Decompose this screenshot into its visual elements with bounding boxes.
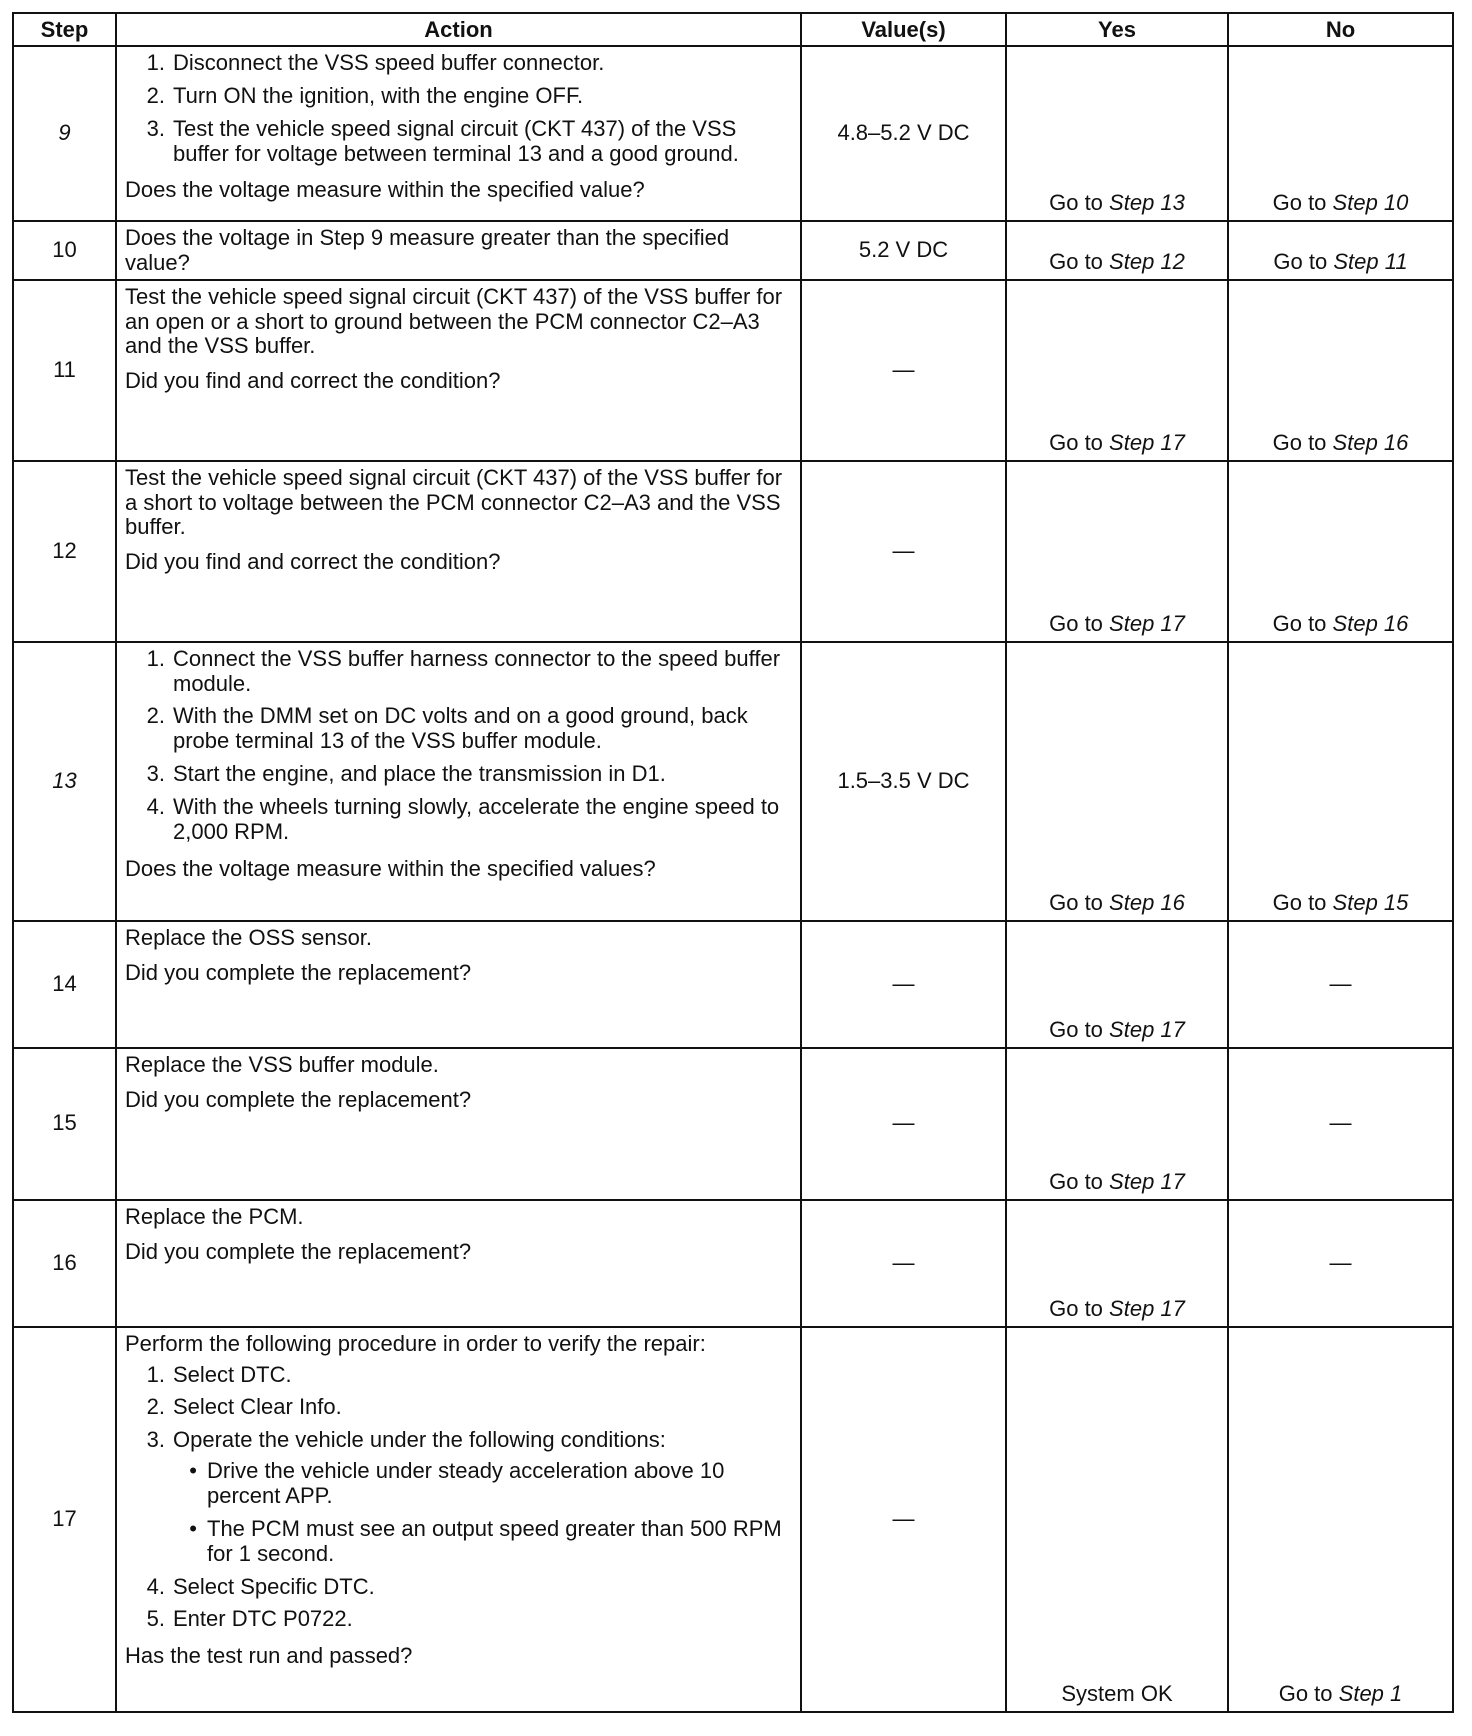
bullet-item: [125, 1517, 788, 1567]
yes-prefix: Go to: [1049, 190, 1103, 216]
no-cell: [1228, 1327, 1453, 1712]
value-cell: —: [801, 1048, 1006, 1200]
step-number: 16: [13, 1200, 116, 1327]
header-step: Step: [13, 13, 116, 46]
no-cell: [1228, 46, 1453, 221]
substep-number: 2.: [146, 1394, 165, 1420]
question-text: Has the test run and passed?: [125, 1643, 413, 1669]
no-cell: [1228, 221, 1453, 280]
table-row: [13, 46, 1453, 221]
value-cell: 1.5–3.5 V DC: [801, 642, 1006, 921]
yes-cell: [1006, 46, 1228, 221]
table-row: [13, 921, 1453, 1048]
action-cell: [116, 46, 801, 221]
value-cell: 5.2 V DC: [801, 221, 1006, 280]
question-text: Did you find and correct the condition?: [125, 368, 501, 394]
substep: [125, 1607, 788, 1632]
table-row: [13, 280, 1453, 461]
yes-prefix: Go to: [1049, 1295, 1103, 1321]
action-cell: [116, 221, 801, 280]
bullet-icon: •: [189, 1458, 197, 1484]
yes-cell: [1006, 461, 1228, 642]
value-cell: —: [801, 1327, 1006, 1712]
yes-prefix: Go to: [1049, 429, 1103, 455]
action-text: Test the vehicle speed signal circuit (CKT 437) of the VSS buffer for a short to voltage between the PCM connector C2–A3 and the VSS buffer.: [125, 464, 783, 540]
substep-text: Connect the VSS buffer harness connector to the speed buffer module.: [173, 645, 781, 696]
substep-text: With the DMM set on DC volts and on a good ground, back probe terminal 13 of the VSS buffer module.: [173, 703, 748, 754]
diagnostic-steps-table: [12, 12, 1454, 1713]
question-text: Did you complete the replacement?: [125, 1086, 472, 1112]
no-prefix: Go to: [1272, 190, 1327, 216]
no-prefix: Go to: [1272, 889, 1327, 915]
question-text: Did you find and correct the condition?: [125, 549, 501, 575]
substep-number: 2.: [146, 82, 165, 108]
step-number: 9: [13, 46, 116, 221]
substep-text: Test the vehicle speed signal circuit (CKT 437) of the VSS buffer for voltage between terminal 13 and a good ground.: [173, 115, 739, 166]
no-prefix: Go to: [1278, 1680, 1333, 1706]
no-step-ref: Step 16: [1332, 429, 1409, 455]
header-row: [13, 13, 1453, 46]
yes-step-ref: Step 13: [1109, 190, 1185, 216]
substep-text: Start the engine, and place the transmission in D1.: [173, 761, 666, 787]
step-number: 13: [13, 642, 116, 921]
table-row: [13, 221, 1453, 280]
action-cell: [116, 921, 801, 1048]
header-values: Value(s): [801, 13, 1006, 46]
question-text: Did you complete the replacement?: [125, 1238, 472, 1264]
action-cell: [116, 280, 801, 461]
yes-step-ref: Step 12: [1109, 248, 1185, 274]
yes-cell: [1006, 280, 1228, 461]
yes-step-ref: Step 17: [1109, 429, 1185, 455]
substep-number: 1.: [146, 1361, 165, 1387]
step-number: 14: [13, 921, 116, 1048]
substep: [125, 762, 788, 787]
action-cell: [116, 1200, 801, 1327]
substep: [125, 647, 788, 697]
table-row: [13, 642, 1453, 921]
no-step-ref: Step 10: [1332, 190, 1409, 216]
substep-text: Disconnect the VSS speed buffer connector.: [173, 50, 605, 75]
substep-text: Select Specific DTC.: [173, 1573, 375, 1599]
step-number: 12: [13, 461, 116, 642]
action-cell: [116, 461, 801, 642]
yes-cell: [1006, 221, 1228, 280]
no-prefix: Go to: [1272, 429, 1327, 455]
yes-step-ref: Step 17: [1109, 1295, 1185, 1321]
yes-cell: [1006, 1048, 1228, 1200]
yes-cell: [1006, 921, 1228, 1048]
substep-text: Enter DTC P0722.: [173, 1606, 353, 1632]
value-cell: —: [801, 280, 1006, 461]
yes-prefix: Go to: [1049, 610, 1103, 636]
substep-number: 4.: [146, 1573, 165, 1599]
no-step-ref: Step 16: [1332, 610, 1409, 636]
no-cell: [1228, 461, 1453, 642]
substep-text: Select DTC.: [173, 1361, 292, 1387]
action-cell: [116, 1048, 801, 1200]
substep-number: 3.: [146, 761, 165, 787]
substep-number: 5.: [146, 1606, 165, 1632]
substep-number: 4.: [146, 794, 165, 820]
yes-cell: [1006, 642, 1228, 921]
no-cell: [1228, 642, 1453, 921]
substep: [125, 1395, 788, 1420]
no-prefix: Go to: [1273, 248, 1328, 274]
yes-step-ref: Step 17: [1109, 1016, 1185, 1042]
yes-prefix: Go to: [1049, 889, 1103, 915]
yes-step-ref: Step 17: [1109, 1168, 1185, 1194]
step-number: 17: [13, 1327, 116, 1712]
table-row: [13, 461, 1453, 642]
no-step-ref: Step 1: [1338, 1680, 1403, 1706]
no-cell: —: [1228, 921, 1453, 1048]
substep-text: With the wheels turning slowly, accelerate the engine speed to 2,000 RPM.: [173, 794, 780, 844]
substep-text: Turn ON the ignition, with the engine OFF.: [173, 82, 584, 108]
no-cell: —: [1228, 1200, 1453, 1327]
value-cell: —: [801, 921, 1006, 1048]
table-row: [13, 1200, 1453, 1327]
yes-cell: System OK: [1006, 1327, 1228, 1712]
bullet-text: The PCM must see an output speed greater than 500 RPM for 1 second.: [207, 1515, 782, 1566]
value-cell: —: [801, 1200, 1006, 1327]
value-cell: 4.8–5.2 V DC: [801, 46, 1006, 221]
bullet-text: Drive the vehicle under steady acceleration above 10 percent APP.: [207, 1458, 725, 1509]
question-text: Does the voltage measure within the specified value?: [125, 177, 645, 203]
table-row: [13, 1048, 1453, 1200]
substep: [125, 117, 788, 167]
header-action: Action: [116, 13, 801, 46]
substep: [125, 1428, 788, 1566]
step-number: 11: [13, 280, 116, 461]
question-text: Does the voltage in Step 9 measure greater than the specified value?: [125, 225, 730, 275]
question-text: Did you complete the replacement?: [125, 959, 472, 985]
action-text: Perform the following procedure in order to verify the repair:: [125, 1330, 706, 1356]
substep-number: 1.: [146, 645, 165, 671]
question-text: Does the voltage measure within the specified values?: [125, 855, 656, 881]
substep-number: 3.: [146, 1427, 165, 1453]
bullet-item: [125, 1459, 788, 1509]
substep-number: 1.: [146, 50, 165, 75]
table-row: [13, 1327, 1453, 1712]
yes-cell: [1006, 1200, 1228, 1327]
bullet-icon: •: [189, 1515, 197, 1541]
no-cell: —: [1228, 1048, 1453, 1200]
substep-text: Operate the vehicle under the following conditions:: [173, 1427, 666, 1453]
substep: [125, 704, 788, 754]
substep-number: 2.: [146, 703, 165, 729]
yes-step-ref: Step 16: [1109, 889, 1185, 915]
yes-prefix: Go to: [1049, 1016, 1103, 1042]
value-cell: —: [801, 461, 1006, 642]
action-text: Replace the PCM.: [125, 1203, 304, 1229]
action-text: Replace the OSS sensor.: [125, 924, 373, 950]
substep: [125, 51, 788, 76]
no-cell: [1228, 280, 1453, 461]
step-number: 15: [13, 1048, 116, 1200]
substep: [125, 795, 788, 845]
action-text: Test the vehicle speed signal circuit (CKT 437) of the VSS buffer for an open or a short to ground between the PCM connector C2–A3 and the VSS buffer.: [125, 283, 783, 359]
yes-prefix: Go to: [1049, 1168, 1103, 1194]
no-prefix: Go to: [1272, 610, 1327, 636]
action-cell: [116, 642, 801, 921]
yes-prefix: Go to: [1049, 248, 1103, 274]
substep: [125, 84, 788, 109]
action-cell: [116, 1327, 801, 1712]
action-text: Replace the VSS buffer module.: [125, 1051, 439, 1077]
no-step-ref: Step 15: [1332, 889, 1409, 915]
substep: [125, 1575, 788, 1600]
substep-text: Select Clear Info.: [173, 1394, 342, 1420]
step-number: 10: [13, 221, 116, 280]
header-yes: Yes: [1006, 13, 1228, 46]
yes-step-ref: Step 17: [1109, 610, 1185, 636]
no-step-ref: Step 11: [1333, 248, 1408, 274]
header-no: No: [1228, 13, 1453, 46]
substep: [125, 1363, 788, 1388]
substep-number: 3.: [146, 115, 165, 141]
